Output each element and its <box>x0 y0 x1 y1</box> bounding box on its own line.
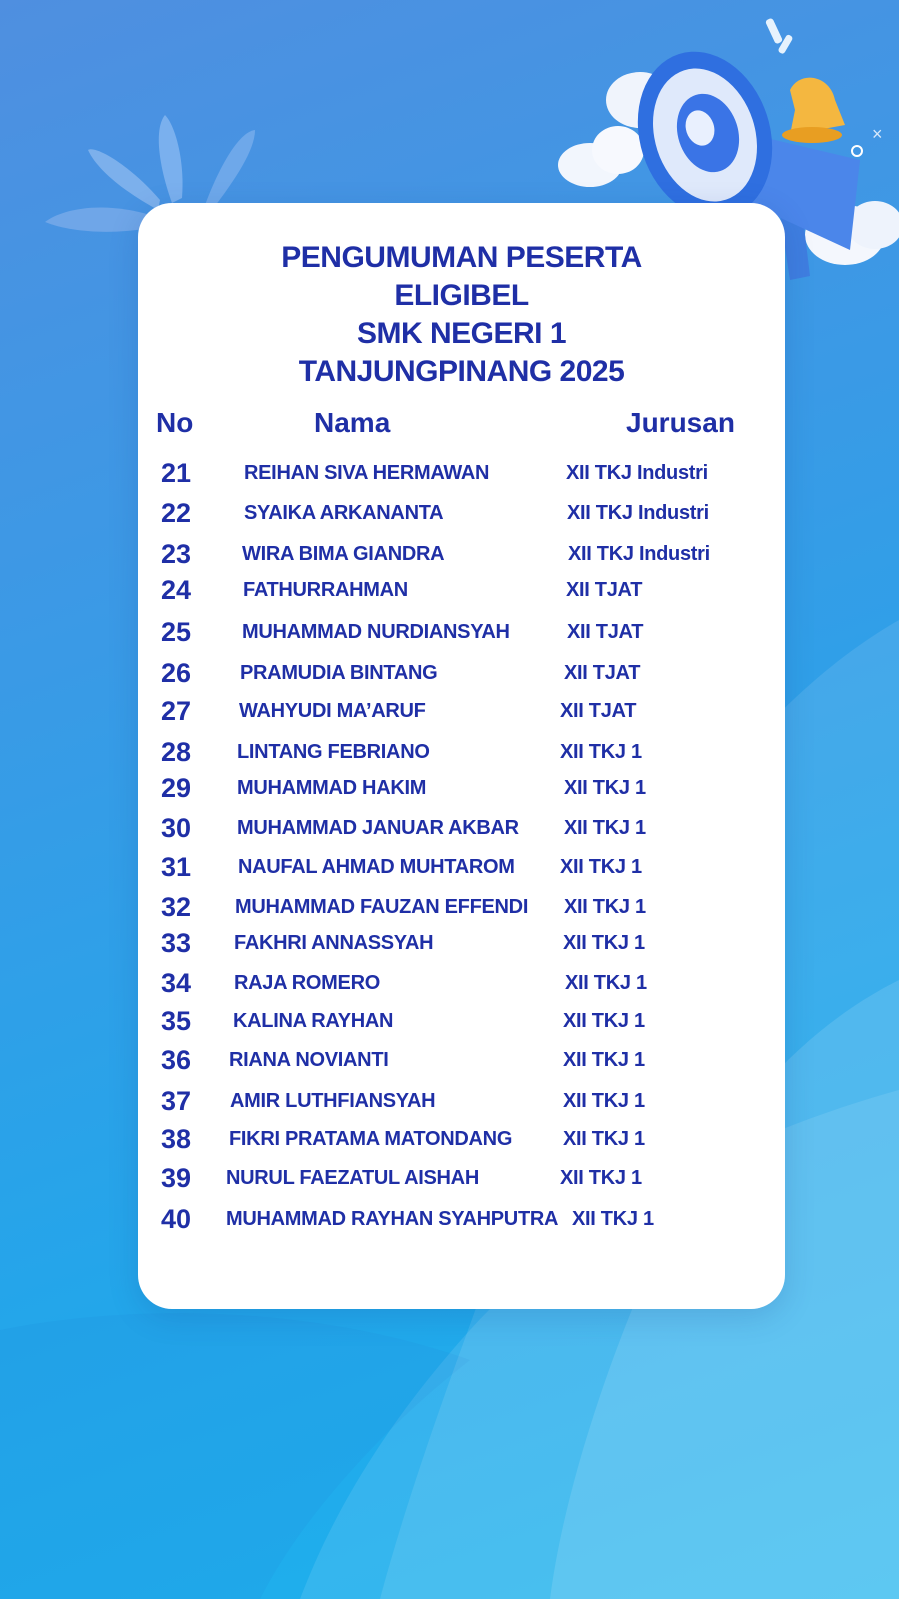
table-row <box>138 768 785 808</box>
row-number: 21 <box>160 458 192 488</box>
row-number: 24 <box>160 575 192 605</box>
row-number: 28 <box>160 737 192 767</box>
table-row <box>138 923 785 963</box>
bell-icon <box>782 78 845 143</box>
participant-major: XII TJAT <box>566 579 643 601</box>
participant-major: XII TKJ 1 <box>564 896 646 918</box>
table-row <box>138 808 785 848</box>
row-number: 26 <box>160 658 192 688</box>
table-row <box>138 534 785 574</box>
participant-name: FATHURRAHMAN <box>243 579 408 601</box>
participant-major: XII TKJ 1 <box>563 1010 645 1032</box>
participant-major: XII TKJ Industri <box>568 543 710 565</box>
row-number: 37 <box>160 1086 192 1116</box>
participant-name: MUHAMMAD FAUZAN EFFENDI <box>235 896 529 918</box>
participant-name: LINTANG FEBRIANO <box>237 741 430 763</box>
row-number: 38 <box>160 1124 192 1154</box>
row-number: 23 <box>160 539 192 569</box>
participant-name: MUHAMMAD HAKIM <box>237 777 427 799</box>
participant-major: XII TKJ 1 <box>563 932 645 954</box>
participant-name: MUHAMMAD RAYHAN SYAHPUTRA <box>226 1208 559 1230</box>
participant-major: XII TKJ 1 <box>563 1049 645 1071</box>
participant-name: NURUL FAEZATUL AISHAH <box>226 1167 479 1189</box>
title-line: ELIGIBEL <box>394 279 529 312</box>
row-number: 33 <box>160 928 192 958</box>
participant-major: XII TJAT <box>567 621 644 643</box>
participant-name: FAKHRI ANNASSYAH <box>234 932 434 954</box>
row-number: 31 <box>160 852 192 882</box>
table-row <box>138 453 785 493</box>
table-row <box>138 570 785 610</box>
participant-major: XII TKJ 1 <box>564 777 646 799</box>
row-number: 32 <box>160 892 192 922</box>
title-line: PENGUMUMAN PESERTA <box>281 241 642 274</box>
participant-major: XII TKJ 1 <box>563 1128 645 1150</box>
svg-text:×: × <box>872 124 883 144</box>
title-line: TANJUNGPINANG 2025 <box>298 355 625 388</box>
participant-name: WIRA BIMA GIANDRA <box>242 543 445 565</box>
participant-major: XII TJAT <box>564 662 641 684</box>
row-number: 27 <box>160 696 192 726</box>
participant-name: MUHAMMAD NURDIANSYAH <box>242 621 510 643</box>
row-number: 30 <box>160 813 192 843</box>
column-header-name: Nama <box>314 407 391 438</box>
table-row <box>138 1081 785 1121</box>
table-row <box>138 847 785 887</box>
participant-major: XII TKJ Industri <box>567 502 709 524</box>
column-header-no: No <box>156 407 194 438</box>
participant-major: XII TKJ 1 <box>560 741 642 763</box>
row-number: 22 <box>160 498 192 528</box>
table-row <box>138 691 785 731</box>
title-line: SMK NEGERI 1 <box>356 317 567 350</box>
announcement-card <box>138 203 785 1309</box>
participant-major: XII TKJ 1 <box>565 972 647 994</box>
participant-major: XII TKJ Industri <box>566 462 708 484</box>
row-number: 39 <box>160 1163 192 1193</box>
row-number: 35 <box>160 1006 192 1036</box>
table-row <box>138 1040 785 1080</box>
table-row <box>138 1199 785 1239</box>
table-row <box>138 887 785 927</box>
table-row <box>138 732 785 772</box>
row-number: 29 <box>160 773 192 803</box>
participant-name: NAUFAL AHMAD MUHTAROM <box>238 856 515 878</box>
participant-name: FIKRI PRATAMA MATONDANG <box>229 1128 513 1150</box>
participant-name: PRAMUDIA BINTANG <box>240 662 438 684</box>
table-row <box>138 1158 785 1198</box>
table-row <box>138 963 785 1003</box>
participant-name: RAJA ROMERO <box>234 972 380 994</box>
table-row <box>138 612 785 652</box>
participant-major: XII TKJ 1 <box>572 1208 654 1230</box>
row-number: 34 <box>160 968 192 998</box>
participant-name: MUHAMMAD JANUAR AKBAR <box>237 817 519 839</box>
participant-name: KALINA RAYHAN <box>233 1010 394 1032</box>
participant-name: SYAIKA ARKANANTA <box>244 502 444 524</box>
announcement-title <box>138 239 785 391</box>
participant-major: XII TKJ 1 <box>563 1090 645 1112</box>
participant-major: XII TJAT <box>560 700 637 722</box>
participant-name: AMIR LUTHFIANSYAH <box>230 1090 436 1112</box>
participant-major: XII TKJ 1 <box>560 856 642 878</box>
participant-name: REIHAN SIVA HERMAWAN <box>244 462 490 484</box>
row-number: 36 <box>160 1045 192 1075</box>
table-row <box>138 1119 785 1159</box>
participant-name: RIANA NOVIANTI <box>229 1049 389 1071</box>
row-number: 25 <box>160 617 192 647</box>
participant-major: XII TKJ 1 <box>564 817 646 839</box>
row-number: 40 <box>160 1204 192 1234</box>
column-header-major: Jurusan <box>626 407 735 438</box>
participant-name: WAHYUDI MA’ARUF <box>239 700 426 722</box>
table-row <box>138 653 785 693</box>
table-row <box>138 1001 785 1041</box>
participant-major: XII TKJ 1 <box>560 1167 642 1189</box>
table-row <box>138 493 785 533</box>
